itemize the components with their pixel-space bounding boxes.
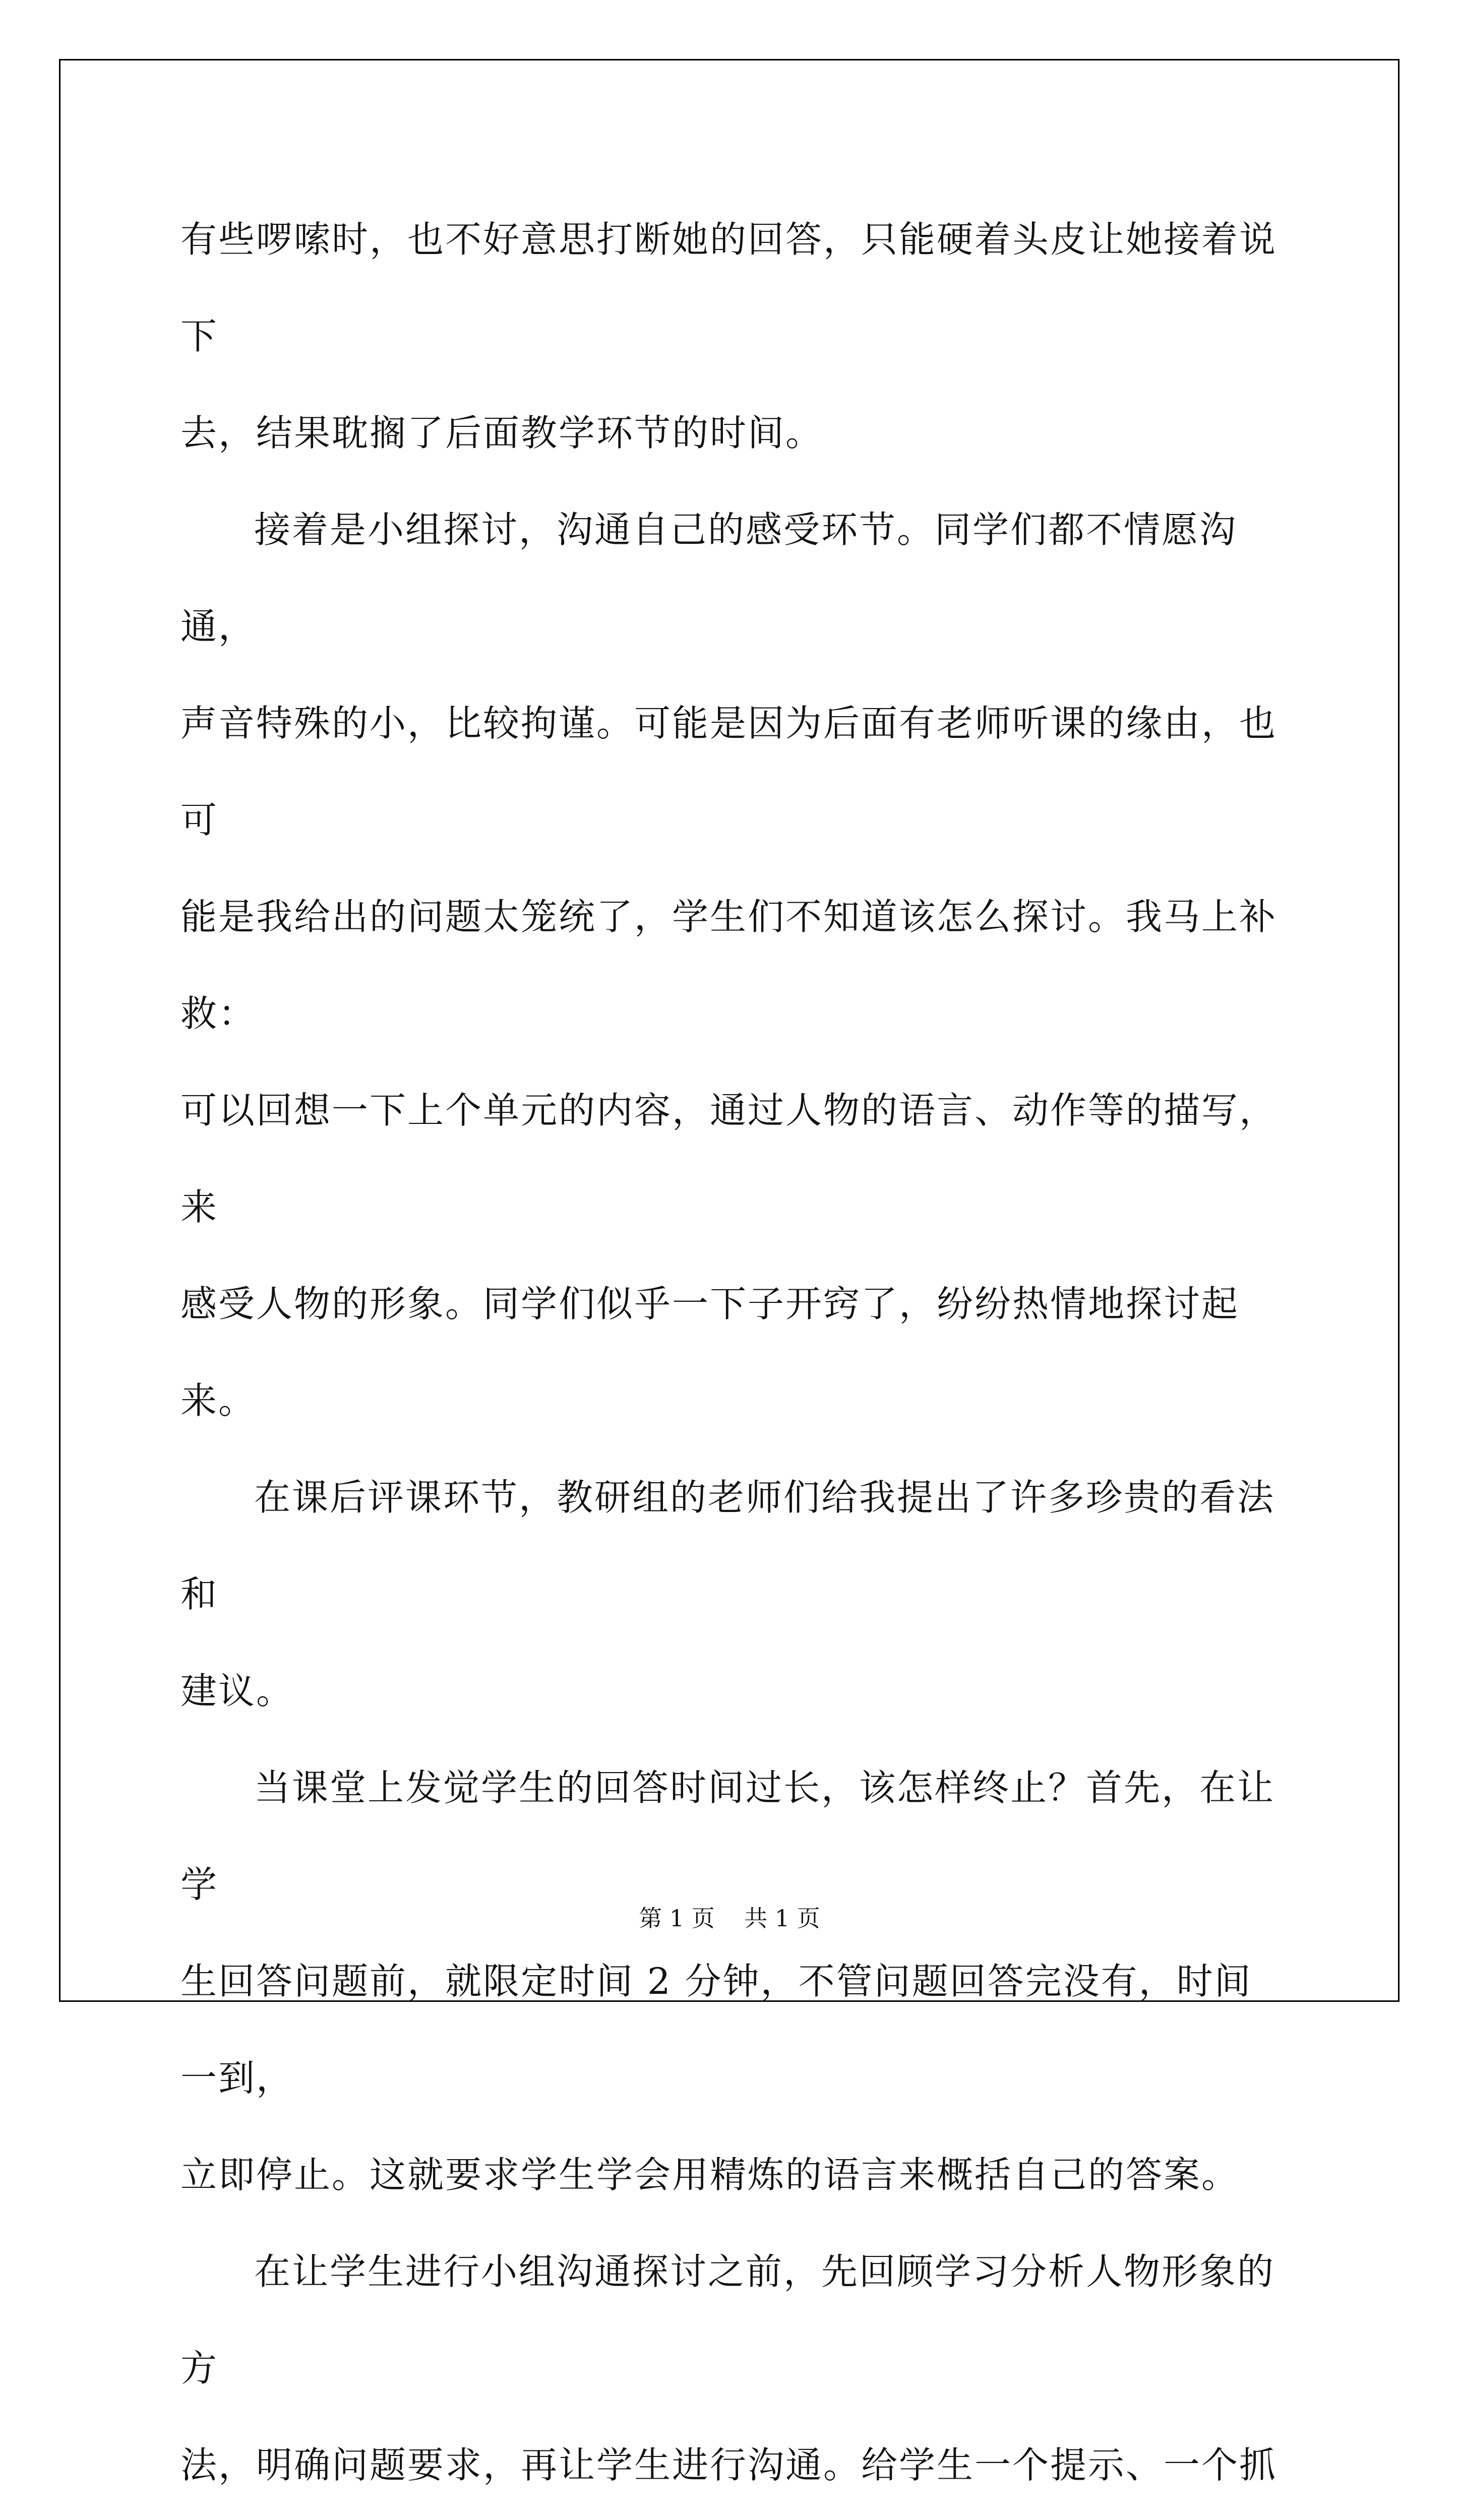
text-line: 去，结果耽搁了后面教学环节的时间。 — [180, 412, 824, 454]
text-line: 在让学生进行小组沟通探讨之前，先回顾学习分析人物形象的方 — [180, 2250, 1275, 2389]
text-line: 当课堂上发觉学生的回答时间过长，该怎样终止？首先，在让学 — [180, 1767, 1275, 1906]
text-line: 在课后评课环节，教研组的老师们给我提出了许多珍贵的看法和 — [180, 1476, 1275, 1615]
text-line: 立即停止。这就要求学生学会用精炼的语言来概括自己的答案。 — [180, 2154, 1240, 2196]
text-line: 能是我给出的问题太笼统了，学生们不知道该怎么探讨。我马上补救： — [180, 896, 1278, 1035]
text-line: 法，明确问题要求，再让学生进行沟通。给学生一个提示、一个抓 — [180, 2444, 1278, 2486]
document-body — [180, 191, 1278, 2520]
text-line: 有些啰嗦时，也不好意思打断她的回答，只能硬着头皮让她接着说下 — [180, 218, 1278, 357]
text-line: 声音特殊的小，比较拘谨。可能是因为后面有老师听课的缘由，也可 — [180, 702, 1278, 841]
text-line: 生回答问题前，就限定时间 2 分钟，不管问题回答完没有，时间一到， — [180, 1960, 1252, 2099]
text-line: 接着是小组探讨，沟通自己的感受环节。同学们都不情愿沟通， — [180, 509, 1238, 648]
page-footer: 第 1 页 共 1 页 — [639, 1905, 820, 1932]
text-line: 感受人物的形象。同学们似乎一下子开窍了，纷纷热情地探讨起来。 — [180, 1283, 1240, 1422]
text-line: 建议。 — [180, 1670, 294, 1712]
text-line: 可以回想一下上个单元的内容，通过人物的语言、动作等的描写，来 — [180, 1089, 1278, 1228]
